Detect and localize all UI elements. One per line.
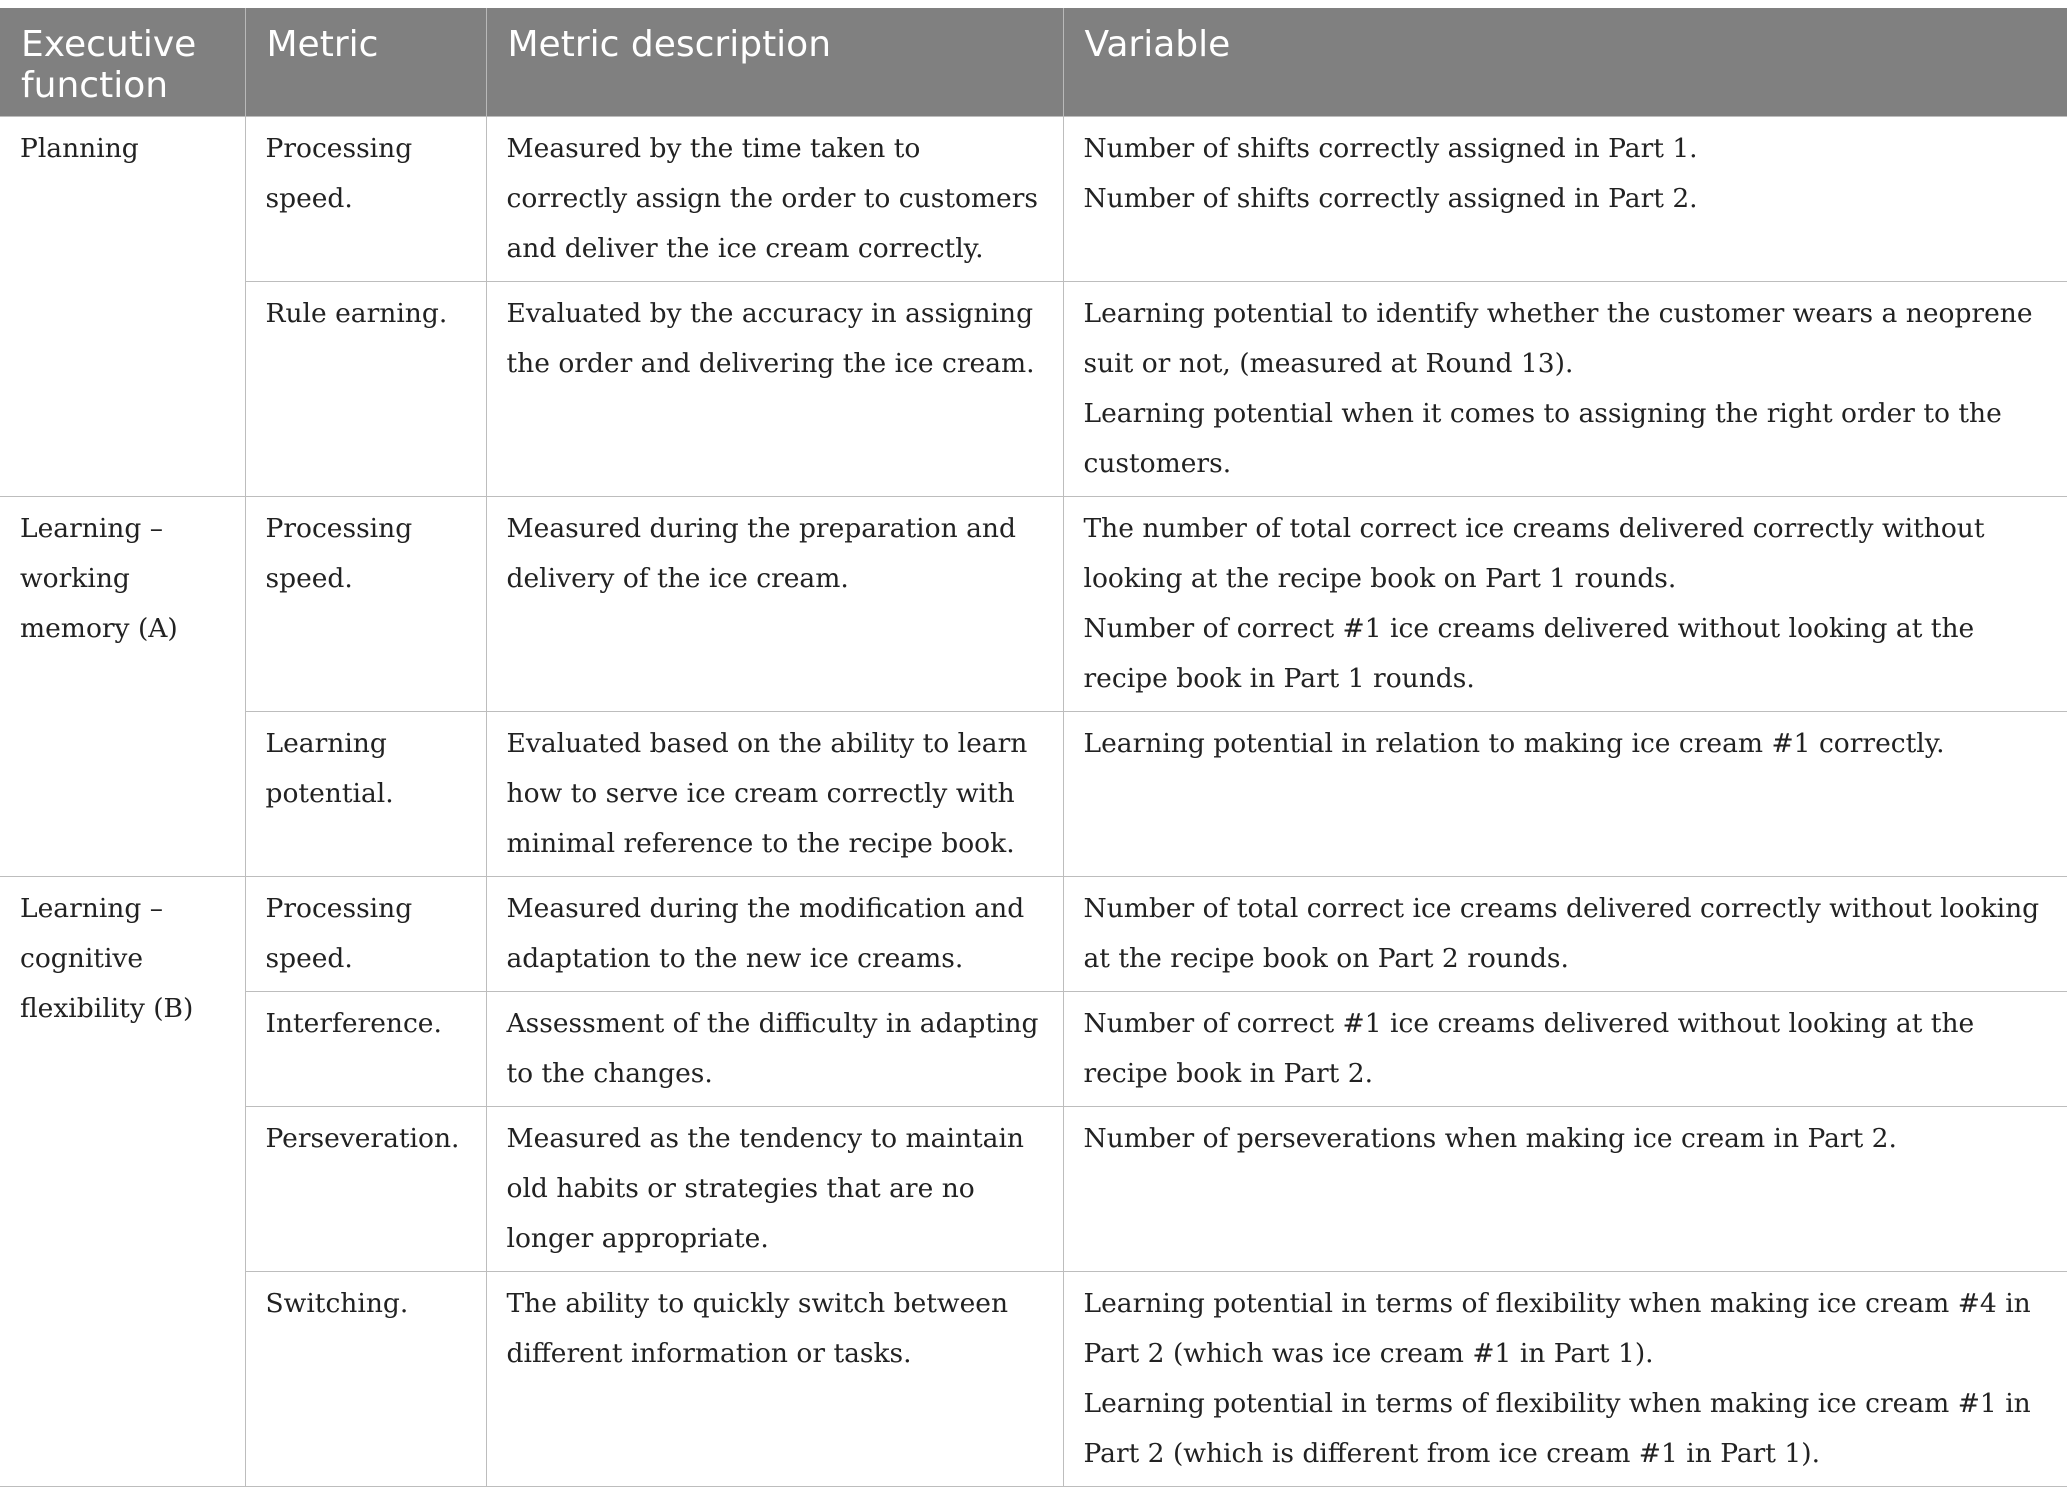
variable-line: Learning potential in relation to making ice cream #1 correctly.: [1083, 728, 1945, 759]
metric-cell: Rule earning.: [245, 282, 486, 497]
metric-description-cell: Assessment of the difficulty in adapting to the changes.: [486, 992, 1063, 1107]
header-metric-description: Metric description: [486, 8, 1063, 117]
metric-cell: Learning potential.: [245, 712, 486, 877]
table-row: [0, 877, 2067, 992]
variable-cell: [1063, 992, 2067, 1107]
header-executive-function: Executive function: [0, 8, 245, 117]
table-row: [0, 497, 2067, 712]
variable-line: The number of total correct ice creams delivered correctly without looking at the recipe book on Part 1 rounds.: [1083, 513, 1985, 594]
metric-description-cell: Measured during the preparation and delivery of the ice cream.: [486, 497, 1063, 712]
metric-cell: Processing speed.: [245, 877, 486, 992]
metric-cell: Processing speed.: [245, 497, 486, 712]
metric-description-cell: Measured by the time taken to correctly assign the order to customers and deliver the ice cream correctly.: [486, 117, 1063, 282]
executive-function-cell: Learning – working memory (A): [0, 497, 245, 877]
executive-function-cell: Learning – cognitive flexibility (B): [0, 877, 245, 1487]
metric-description-cell: Evaluated based on the ability to learn how to serve ice cream correctly with minimal reference to the recipe book.: [486, 712, 1063, 877]
variable-cell: [1063, 1107, 2067, 1272]
variable-line: Learning potential in terms of flexibility when making ice cream #1 in Part 2 (which is different from ice cream #1 in Part 1).: [1083, 1388, 2031, 1469]
table-header-row: [0, 8, 2067, 117]
table-row: [0, 117, 2067, 282]
header-variable: Variable: [1063, 8, 2067, 117]
variable-line: Number of correct #1 ice creams delivered without looking at the recipe book in Part 2.: [1083, 1008, 1975, 1089]
variable-line: Number of correct #1 ice creams delivered without looking at the recipe book in Part 1 rounds.: [1083, 613, 1975, 694]
executive-function-table: [0, 8, 2067, 1487]
metric-description-cell: The ability to quickly switch between different information or tasks.: [486, 1272, 1063, 1487]
table-row: [0, 282, 2067, 497]
variable-cell: [1063, 497, 2067, 712]
metric-cell: Perseveration.: [245, 1107, 486, 1272]
metric-cell: Processing speed.: [245, 117, 486, 282]
variable-line: Number of shifts correctly assigned in Part 2.: [1083, 183, 1698, 214]
header-metric: Metric: [245, 8, 486, 117]
variable-line: Number of perseverations when making ice cream in Part 2.: [1083, 1123, 1897, 1154]
variable-cell: [1063, 1272, 2067, 1487]
table-row: [0, 1272, 2067, 1487]
variable-line: Learning potential when it comes to assigning the right order to the customers.: [1083, 398, 2002, 479]
variable-line: Number of total correct ice creams delivered correctly without looking at the recipe book on Part 2 rounds.: [1083, 893, 2040, 974]
variable-line: Number of shifts correctly assigned in Part 1.: [1083, 133, 1698, 164]
table-row: [0, 712, 2067, 877]
metric-description-cell: Measured during the modification and adaptation to the new ice creams.: [486, 877, 1063, 992]
variable-cell: [1063, 712, 2067, 877]
variable-cell: [1063, 117, 2067, 282]
variable-line: Learning potential in terms of flexibility when making ice cream #4 in Part 2 (which was ice cream #1 in Part 1).: [1083, 1288, 2031, 1369]
executive-function-table-container: [0, 8, 2067, 1487]
metric-description-cell: Evaluated by the accuracy in assigning the order and delivering the ice cream.: [486, 282, 1063, 497]
metric-cell: Interference.: [245, 992, 486, 1107]
variable-cell: [1063, 282, 2067, 497]
metric-description-cell: Measured as the tendency to maintain old habits or strategies that are no longer appropriate.: [486, 1107, 1063, 1272]
variable-cell: [1063, 877, 2067, 992]
variable-line: Learning potential to identify whether the customer wears a neoprene suit or not, (measured at Round 13).: [1083, 298, 2033, 379]
table-row: [0, 992, 2067, 1107]
table-row: [0, 1107, 2067, 1272]
executive-function-cell: Planning: [0, 117, 245, 497]
metric-cell: Switching.: [245, 1272, 486, 1487]
